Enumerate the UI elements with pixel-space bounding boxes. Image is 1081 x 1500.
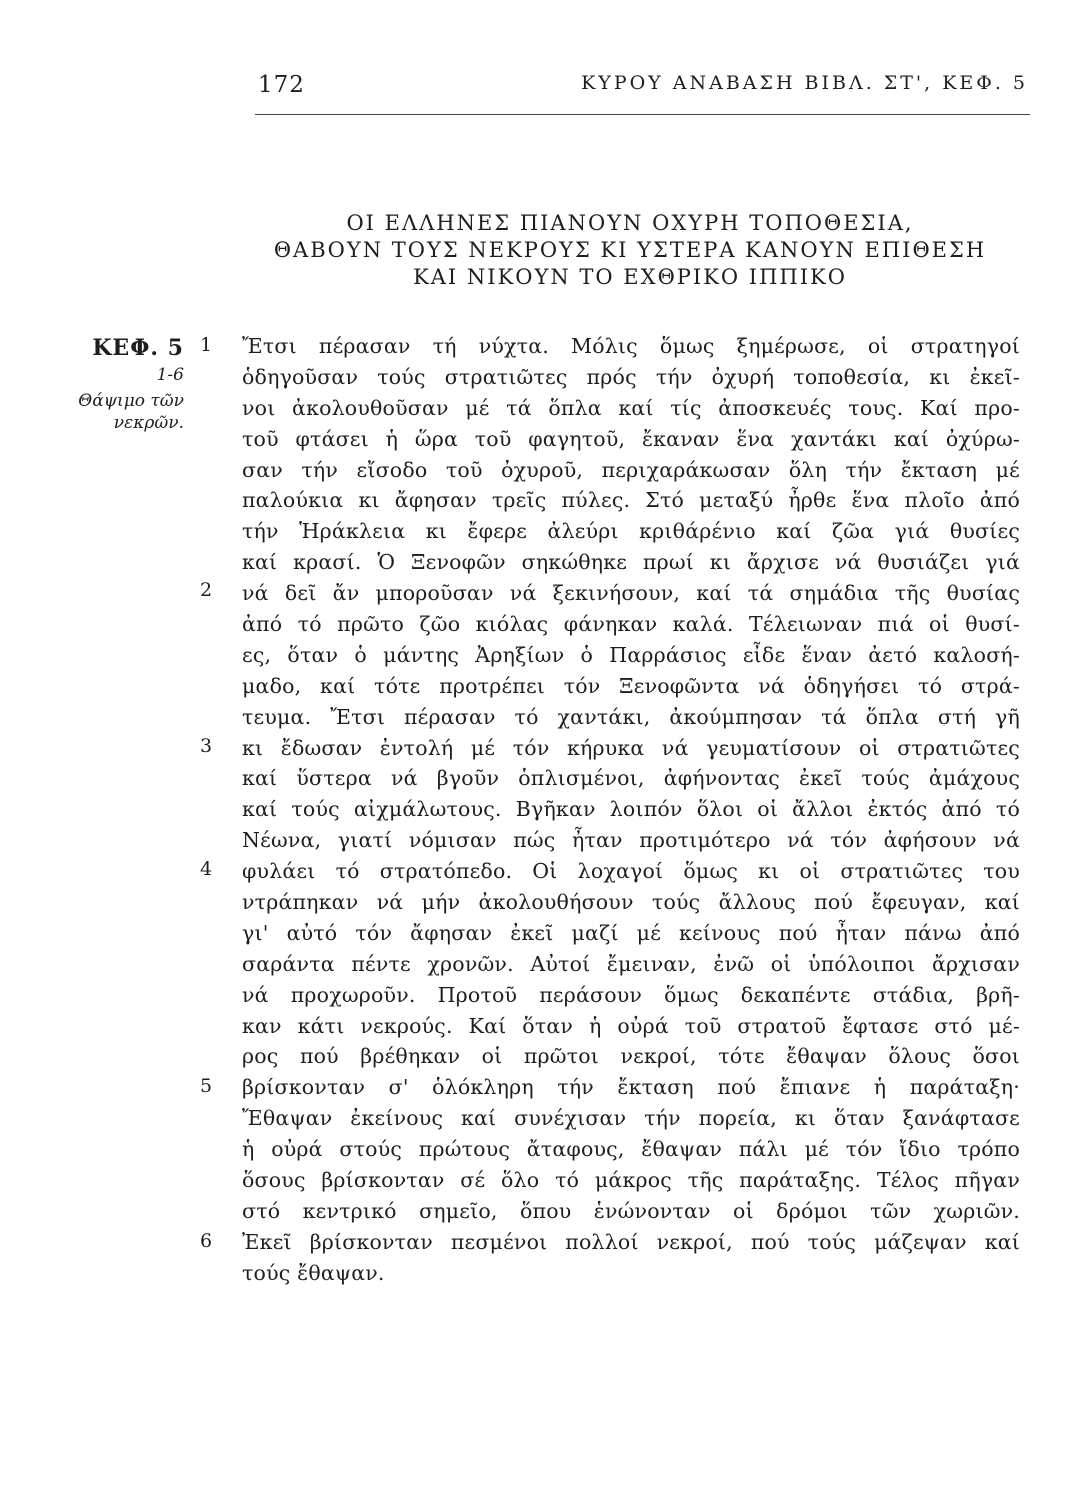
chapter-title-line: ΟΙ ΕΛΛΗΝΕΣ ΠΙΑΝΟΥΝ ΟΧΥΡΗ ΤΟΠΟΘΕΣΙΑ,	[346, 211, 914, 235]
paragraph-number: 6	[199, 1230, 213, 1252]
text-line: Νέωνα, γιατί νόμισαν πώς ἦταν προτιμότερο νά τόν ἀφήσουν νά	[242, 828, 1020, 853]
paragraph-number: 2	[199, 579, 213, 601]
text-line: ὁδηγοῦσαν τούς στρατιῶτες πρός τήν ὀχυρή τοποθεσία, κι ἐκεῖ-	[242, 364, 1020, 389]
text-line: Ἔθαψαν ἐκείνους καί συνέχισαν τήν πορεία, κι ὅταν ξανάφτασε	[242, 1106, 1020, 1131]
text-line: Ἔτσι πέρασαν τή νύχτα. Μόλις ὅμως ξημέρωσε, οἱ στρατηγοί	[242, 334, 1020, 358]
header-rule	[255, 114, 1030, 115]
text-line: φυλάει τό στρατόπεδο. Οἱ λοχαγοί ὅμως κι οἱ στρατιῶτες του	[242, 859, 1020, 884]
text-line: τοῦ φτάσει ἡ ὥρα τοῦ φαγητοῦ, ἔκαναν ἕνα χαντάκι καί ὀχύρω-	[242, 426, 1020, 451]
chapter-title	[240, 210, 1020, 291]
text-line: γι' αὐτό τόν ἄφησαν ἐκεῖ μαζί μέ κείνους πού ἦταν πάνω ἀπό	[242, 920, 1020, 945]
margin-topic	[30, 390, 184, 434]
text-line: σαν τήν εἴσοδο τοῦ ὀχυροῦ, περιχαράκωσαν ὅλη τήν ἔκταση μέ	[242, 457, 1020, 482]
text-line: νοι ἀκολουθοῦσαν μέ τά ὅπλα καί τίς ἀποσκευές τους. Καί προ-	[242, 395, 1020, 420]
text-line: καί ὕστερα νά βγοῦν ὁπλισμένοι, ἀφήνοντας ἐκεῖ τούς ἀμάχους	[242, 766, 1020, 791]
margin-topic-line: Θάψιμο τῶν	[78, 391, 184, 411]
chapter-title-line: ΚΑΙ ΝΙΚΟΥΝ ΤΟ ΕΧΘΡΙΚΟ ΙΠΠΙΚΟ	[413, 265, 847, 289]
paragraph-number: 3	[199, 735, 213, 757]
page-number: 172	[258, 72, 305, 98]
paragraph-number: 4	[199, 858, 213, 880]
text-line: Ἐκεῖ βρίσκονταν πεσμένοι πολλοί νεκροί, πού τούς μάζεψαν καί	[242, 1229, 1020, 1254]
text-line: τήν Ἡράκλεια κι ἔφερε ἀλεύρι κριθάρένιο καί ζῶα γιά θυσίες	[242, 519, 1020, 544]
text-line: μαδο, καί τότε προτρέπει τόν Ξενοφῶντα νά ὁδηγήσει τό στρά-	[242, 673, 1020, 698]
running-head: ΚΥΡΟΥ ΑΝΑΒΑΣΗ ΒΙΒΛ. ΣΤ', ΚΕΦ. 5	[581, 72, 1028, 94]
text-line: ἀπό τό πρῶτο ζῶο κιόλας φάνηκαν καλά. Τέλειωναν πιά οἱ θυσί-	[242, 612, 1020, 637]
chapter-title-line: ΘΑΒΟΥΝ ΤΟΥΣ ΝΕΚΡΟΥΣ ΚΙ ΥΣΤΕΡΑ ΚΑΝΟΥΝ ΕΠΙΘΕΣΗ	[273, 238, 987, 262]
text-line: στό κεντρικό σημεῖο, ὅπου ἑνώνονταν οἱ δρόμοι τῶν χωριῶν.	[242, 1198, 1020, 1223]
text-line: τούς ἔθαψαν.	[242, 1260, 385, 1285]
text-line: ρος πού βρέθηκαν οἱ πρῶτοι νεκροί, τότε ἔθαψαν ὅλους ὅσοι	[242, 1044, 1020, 1069]
margin-chapter-label: ΚΕΦ. 5	[92, 335, 184, 361]
paragraph-number: 5	[199, 1075, 213, 1097]
text-line: βρίσκονταν σ' ὁλόκληρη τήν ἔκταση πού ἔπιανε ἡ παράταξη·	[242, 1075, 1020, 1100]
text-line: καί κρασί. Ὁ Ξενοφῶν σηκώθηκε πρωί κι ἄρχισε νά θυσιάζει γιά	[242, 550, 1020, 575]
paragraph-number: 1	[199, 334, 213, 356]
page-header	[258, 72, 1028, 112]
text-line: σαράντα πέντε χρονῶν. Αὐτοί ἔμειναν, ἐνῶ οἱ ὑπόλοιποι ἄρχισαν	[242, 951, 1020, 976]
text-line: καί τούς αἰχμάλωτους. Βγῆκαν λοιπόν ὅλοι οἱ ἄλλοι ἐκτός ἀπό τό	[242, 797, 1020, 822]
body-text	[242, 331, 1020, 1289]
text-line: παλούκια κι ἄφησαν τρεῖς πύλες. Στό μεταξύ ἦρθε ἕνα πλοῖο ἀπό	[242, 488, 1020, 513]
text-line: νά προχωροῦν. Προτοῦ περάσουν ὅμως δεκαπέντε στάδια, βρῆ-	[242, 982, 1020, 1007]
margin-topic-line: νεκρῶν.	[113, 413, 184, 433]
text-line: ἡ οὐρά στούς πρώτους ἄταφους, ἔθαψαν πάλι μέ τόν ἴδιο τρόπο	[242, 1137, 1020, 1162]
text-line: ες, ὅταν ὁ μάντης Ἀρηξίων ὁ Παρράσιος εἶδε ἕναν ἀετό καλοσή-	[242, 642, 1020, 667]
margin-paragraph-range: 1-6	[156, 365, 184, 385]
text-line: νά δεῖ ἄν μποροῦσαν νά ξεκινήσουν, καί τά σημάδια τῆς θυσίας	[242, 581, 1020, 606]
text-line: καν κάτι νεκρούς. Καί ὅταν ἡ οὐρά τοῦ στρατοῦ ἔφτασε στό μέ-	[242, 1013, 1020, 1038]
text-line: τευμα. Ἔτσι πέρασαν τό χαντάκι, ἀκούμπησαν τά ὅπλα στή γῆ	[242, 704, 1020, 729]
text-line: κι ἔδωσαν ἐντολή μέ τόν κήρυκα νά γευματίσουν οἱ στρατιῶτες	[242, 735, 1020, 760]
text-line: ὅσους βρίσκονταν σέ ὅλο τό μάκρος τῆς παράταξης. Τέλος πῆγαν	[242, 1168, 1020, 1193]
text-line: ντράπηκαν νά μήν ἀκολουθήσουν τούς ἄλλους πού ἔφευγαν, καί	[242, 890, 1020, 915]
